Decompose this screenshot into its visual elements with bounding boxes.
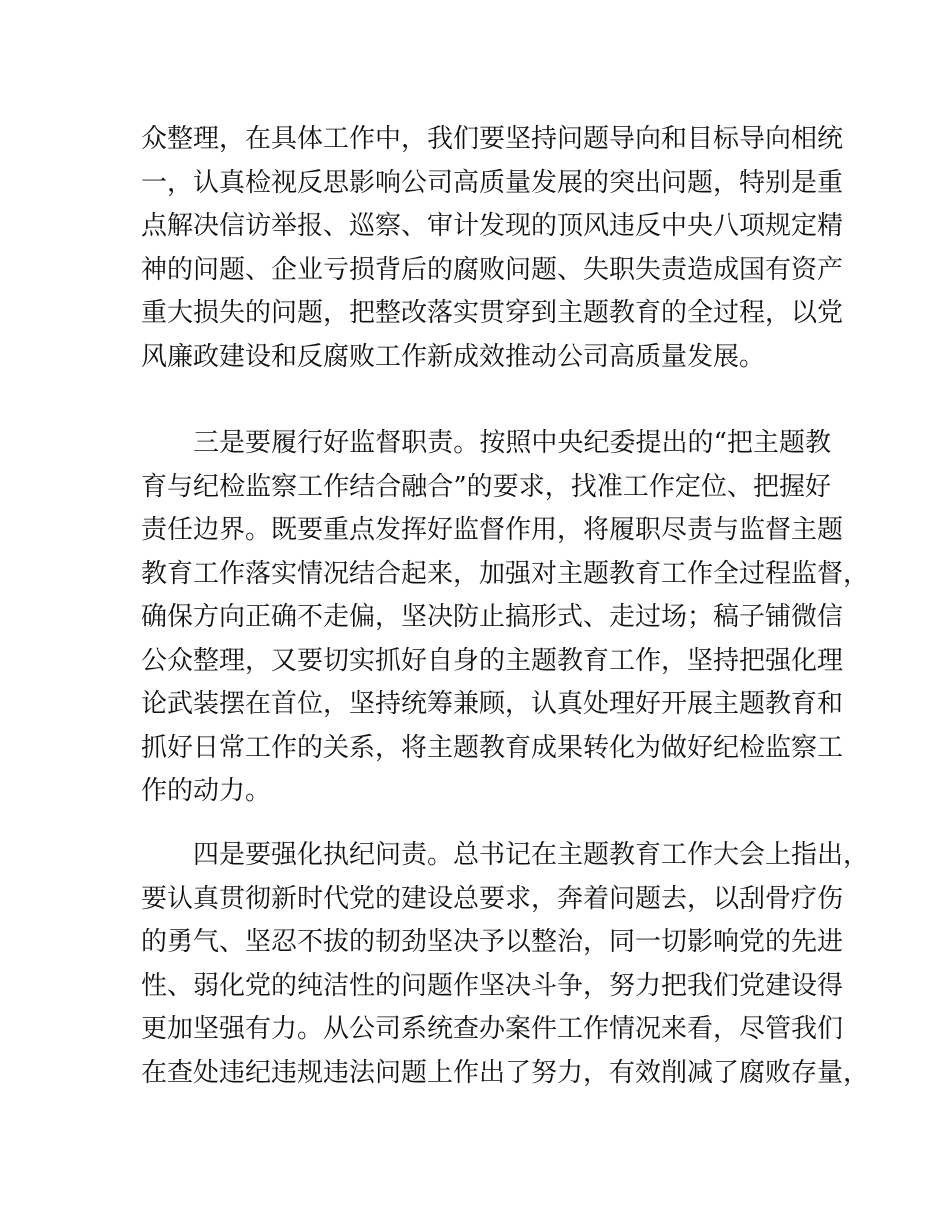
paragraph-line: 要认真贯彻新时代党的建设总要求，奔着问题去，以刮骨疗伤	[141, 883, 844, 914]
paragraph-line: 的勇气、坚忍不拔的韧劲坚决予以整治，同一切影响党的先进	[141, 927, 844, 957]
paragraph-line: 风廉政建设和反腐败工作新成效推动公司高质量发展。	[141, 341, 766, 372]
paragraph-line: 公众整理，又要切实抓好自身的主题教育工作，坚持把强化理	[141, 645, 844, 676]
paragraph-line: 神的问题、企业亏损背后的腐败问题、失职失责造成国有资产	[141, 254, 844, 285]
paragraph-line: 作的动力。	[141, 776, 272, 806]
paragraph-line: 众整理，在具体工作中，我们要坚持问题导向和目标导向相统	[141, 124, 844, 154]
paragraph-line: 三是要履行好监督职责。按照中央纪委提出的“把主题教	[193, 428, 831, 458]
paragraph-line: 确保方向正确不走偏，坚决防止搞形式、走过场；稿子铺微信	[141, 602, 844, 632]
paragraph-2	[141, 422, 870, 814]
paragraph-line: 育与纪检监察工作结合融合”的要求，找准工作定位、把握好	[141, 471, 831, 502]
paragraph-line: 重大损失的问题，把整改落实贯穿到主题教育的全过程，以党	[141, 298, 844, 328]
paragraph-3	[141, 834, 870, 1095]
paragraph-line: 在查处违纪违规违法问题上作出了努力，有效削减了腐败存量，	[141, 1057, 870, 1088]
paragraph-line: 论武装摆在首位，坚持统筹兼顾，认真处理好开展主题教育和	[141, 689, 844, 719]
paragraph-line: 点解决信访举报、巡察、审计发现的顶风违反中央八项规定精	[141, 211, 844, 241]
paragraph-line: 性、弱化党的纯洁性的问题作坚决斗争，努力把我们党建设得	[141, 970, 844, 1001]
paragraph-line: 一，认真检视反思影响公司高质量发展的突出问题，特别是重	[141, 167, 844, 198]
paragraph-line: 教育工作落实情况结合起来，加强对主题教育工作全过程监督，	[141, 558, 870, 589]
paragraph-line: 四是要强化执纪问责。总书记在主题教育工作大会上指出，	[193, 840, 870, 870]
paragraph-1	[141, 118, 844, 379]
paragraph-line: 抓好日常工作的关系，将主题教育成果转化为做好纪检监察工	[141, 732, 844, 763]
paragraph-line: 更加坚强有力。从公司系统查办案件工作情况来看，尽管我们	[141, 1014, 844, 1044]
paragraph-line: 责任边界。既要重点发挥好监督作用，将履职尽责与监督主题	[141, 515, 844, 545]
